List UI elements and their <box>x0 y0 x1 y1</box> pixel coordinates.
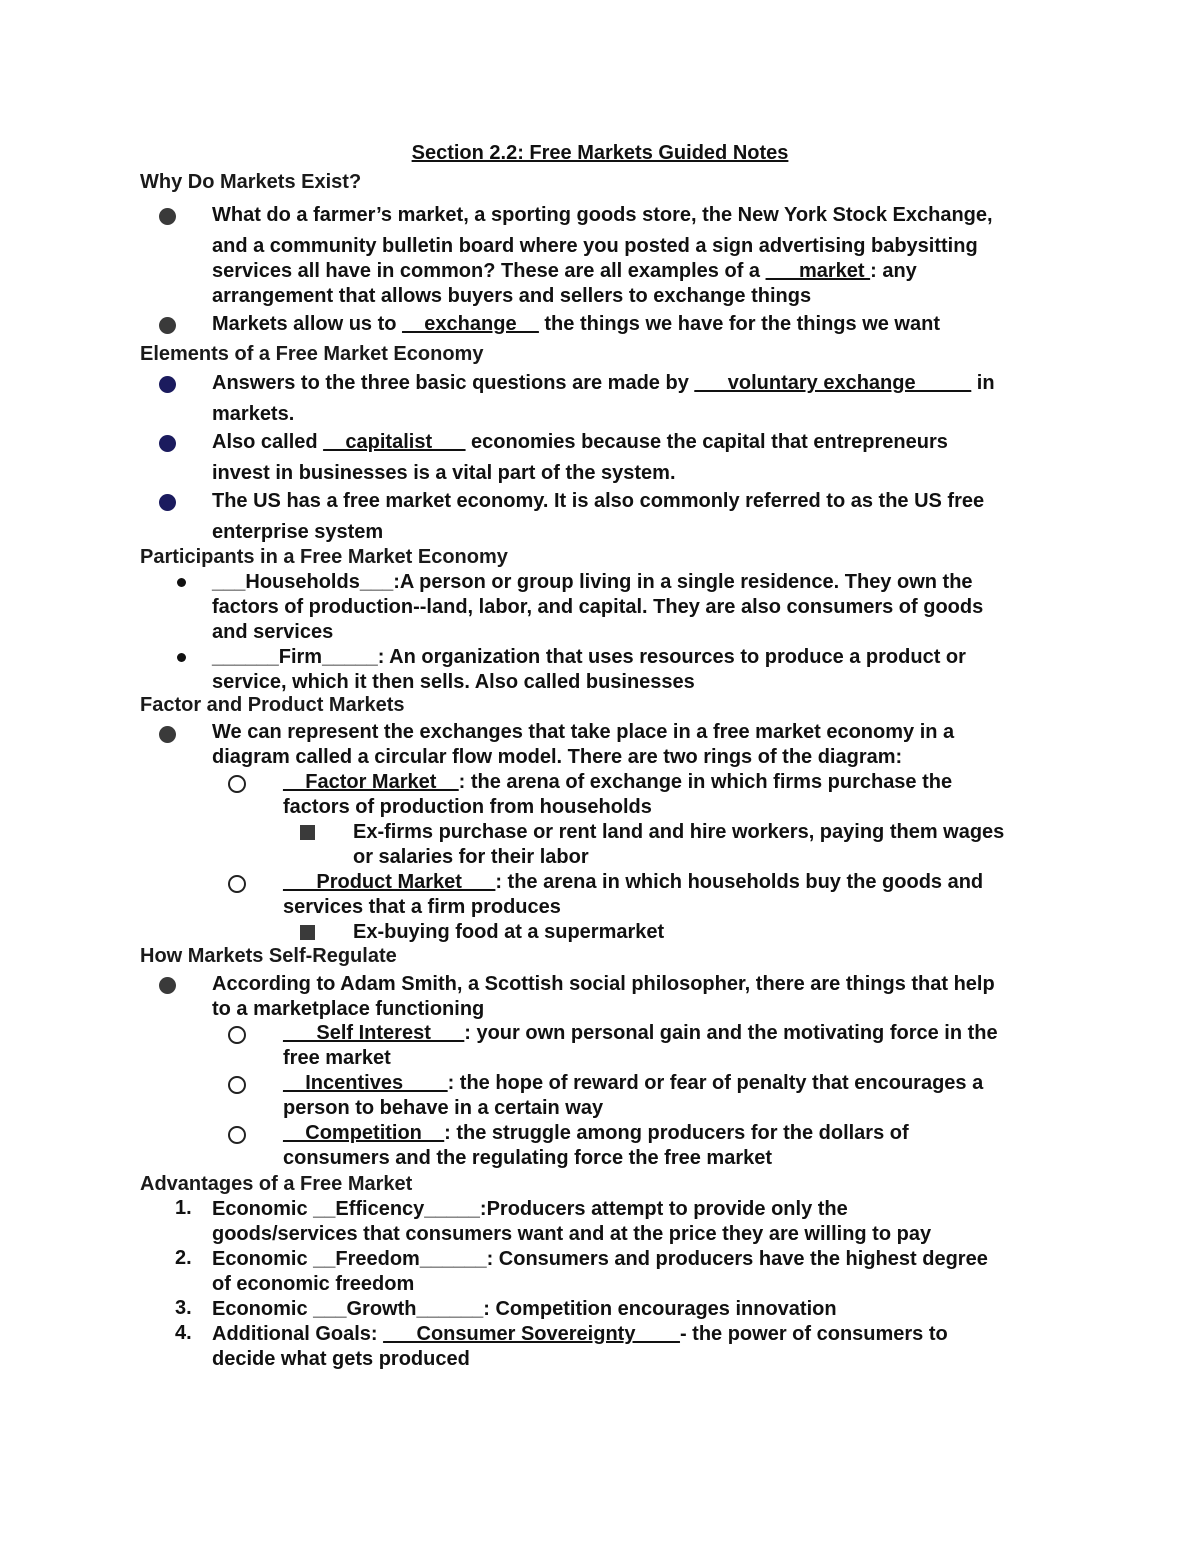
text-line: to a marketplace functioning <box>212 998 485 1020</box>
list-number: 4. <box>175 1322 192 1344</box>
text-line: __Incentives____: the hope of reward or fear of penalty that encourages a <box>283 1072 984 1094</box>
section-heading: Participants in a Free Market Economy <box>140 546 508 568</box>
text-line: ___Households___:A person or group living in a single residence. They own the <box>212 571 973 593</box>
list-item <box>283 870 1073 920</box>
bullet-icon <box>177 653 186 662</box>
text-line: person to behave in a certain way <box>283 1097 604 1119</box>
bullet-icon <box>159 977 176 994</box>
text-line: Answers to the three basic questions are made by ___voluntary exchange_____ in <box>212 372 995 394</box>
answer-blank: ___Product Market___ <box>283 871 496 893</box>
list-item <box>353 920 1073 945</box>
bullet-icon <box>159 376 176 393</box>
list-item <box>212 720 1072 770</box>
text-line: and services <box>212 621 334 643</box>
text-line: free market <box>283 1047 391 1069</box>
list-item <box>353 820 1073 870</box>
text-line: of economic freedom <box>212 1273 415 1295</box>
text-line: ______Firm_____: An organization that uses resources to produce a product or <box>212 646 966 668</box>
list-item <box>283 770 1073 820</box>
text-line: and a community bulletin board where you posted a sign advertising babysitting <box>212 235 978 257</box>
bullet-icon <box>159 726 176 743</box>
text-line: ___Self Interest___: your own personal gain and the motivating force in the <box>283 1022 998 1044</box>
list-item <box>212 972 1072 1022</box>
list-item <box>212 430 1072 486</box>
section-heading: How Markets Self-Regulate <box>140 945 397 967</box>
answer-blank: __Factor Market__ <box>283 771 459 793</box>
text-line: __Competition__: the struggle among producers for the dollars of <box>283 1122 909 1144</box>
answer-blank: ___Consumer Sovereignty____ <box>383 1323 680 1345</box>
bullet-icon <box>159 208 176 225</box>
text-line: ___Product Market___: the arena in which households buy the goods and <box>283 871 984 893</box>
section-heading: Factor and Product Markets <box>140 694 405 716</box>
text-line: Markets allow us to __exchange__ the things we have for the things we want <box>212 313 940 335</box>
ring-bullet-icon <box>228 1076 246 1094</box>
text-line: What do a farmer’s market, a sporting goods store, the New York Stock Exchange, <box>212 204 993 226</box>
bullet-icon <box>159 494 176 511</box>
answer-blank: ___Self Interest___ <box>283 1022 465 1044</box>
list-number: 1. <box>175 1197 192 1219</box>
text-line: Economic ___Growth______: Competition encourages innovation <box>212 1298 837 1320</box>
square-bullet-icon <box>300 825 315 840</box>
list-item <box>283 1071 1073 1121</box>
answer-blank: __Competition__ <box>283 1122 445 1144</box>
text-line: Ex-firms purchase or rent land and hire workers, paying them wages <box>353 821 1005 843</box>
answer-blank: ___market <box>765 260 871 282</box>
list-item <box>283 1121 1073 1171</box>
text-line: diagram called a circular flow model. There are two rings of the diagram: <box>212 746 903 768</box>
text-line: __Factor Market__: the arena of exchange in which firms purchase the <box>283 771 953 793</box>
list-number: 2. <box>175 1247 192 1269</box>
list-item <box>212 371 1072 427</box>
list-item <box>283 1021 1073 1071</box>
text-line: Additional Goals: ___Consumer Sovereignty____- the power of consumers to <box>212 1323 948 1345</box>
list-item <box>212 1197 1072 1247</box>
text-line: Ex-buying food at a supermarket <box>353 921 665 943</box>
text-line: enterprise system <box>212 521 384 543</box>
bullet-icon <box>159 317 176 334</box>
page-title: Section 2.2: Free Markets Guided Notes <box>411 142 789 164</box>
bullet-icon <box>177 578 186 587</box>
text-line: services all have in common? These are all examples of a ___market : any <box>212 260 917 282</box>
text-line: Economic __Freedom______: Consumers and producers have the highest degree <box>212 1248 988 1270</box>
section-heading: Elements of a Free Market Economy <box>140 343 484 365</box>
text-line: consumers and the regulating force the free market <box>283 1147 773 1169</box>
text-line: decide what gets produced <box>212 1348 470 1370</box>
list-item <box>212 1322 1072 1372</box>
text-line: arrangement that allows buyers and sellers to exchange things <box>212 285 812 307</box>
text-line: factors of production from households <box>283 796 652 818</box>
list-number: 3. <box>175 1297 192 1319</box>
answer-blank: __exchange__ <box>402 313 539 335</box>
text-line: factors of production--land, labor, and capital. They are also consumers of goods <box>212 596 984 618</box>
text-line: invest in businesses is a vital part of the system. <box>212 462 676 484</box>
list-item <box>212 1297 1072 1322</box>
list-item <box>212 312 1072 337</box>
section-heading: Why Do Markets Exist? <box>140 171 362 193</box>
ring-bullet-icon <box>228 775 246 793</box>
text-line: service, which it then sells. Also called businesses <box>212 671 695 693</box>
text-line: We can represent the exchanges that take place in a free market economy in a <box>212 721 955 743</box>
text-line: or salaries for their labor <box>353 846 589 868</box>
ring-bullet-icon <box>228 1126 246 1144</box>
text-line: The US has a free market economy. It is also commonly referred to as the US free <box>212 490 985 512</box>
answer-blank: __Incentives____ <box>283 1072 448 1094</box>
list-item <box>212 489 1072 545</box>
text-line: Also called __capitalist___ economies because the capital that entrepreneurs <box>212 431 948 453</box>
square-bullet-icon <box>300 925 315 940</box>
ring-bullet-icon <box>228 1026 246 1044</box>
section-heading: Advantages of a Free Market <box>140 1173 413 1195</box>
list-item <box>212 570 1072 645</box>
text-line: goods/services that consumers want and at the price they are willing to pay <box>212 1223 932 1245</box>
list-item <box>212 203 1072 309</box>
text-line: Economic __Efficency_____:Producers attempt to provide only the <box>212 1198 848 1220</box>
answer-blank: ___voluntary exchange_____ <box>694 372 972 394</box>
ring-bullet-icon <box>228 875 246 893</box>
text-line: markets. <box>212 403 295 425</box>
text-line: services that a firm produces <box>283 896 561 918</box>
bullet-icon <box>159 435 176 452</box>
answer-blank: __capitalist___ <box>323 431 466 453</box>
text-line: According to Adam Smith, a Scottish social philosopher, there are things that help <box>212 973 995 995</box>
list-item <box>212 645 1072 695</box>
list-item <box>212 1247 1072 1297</box>
